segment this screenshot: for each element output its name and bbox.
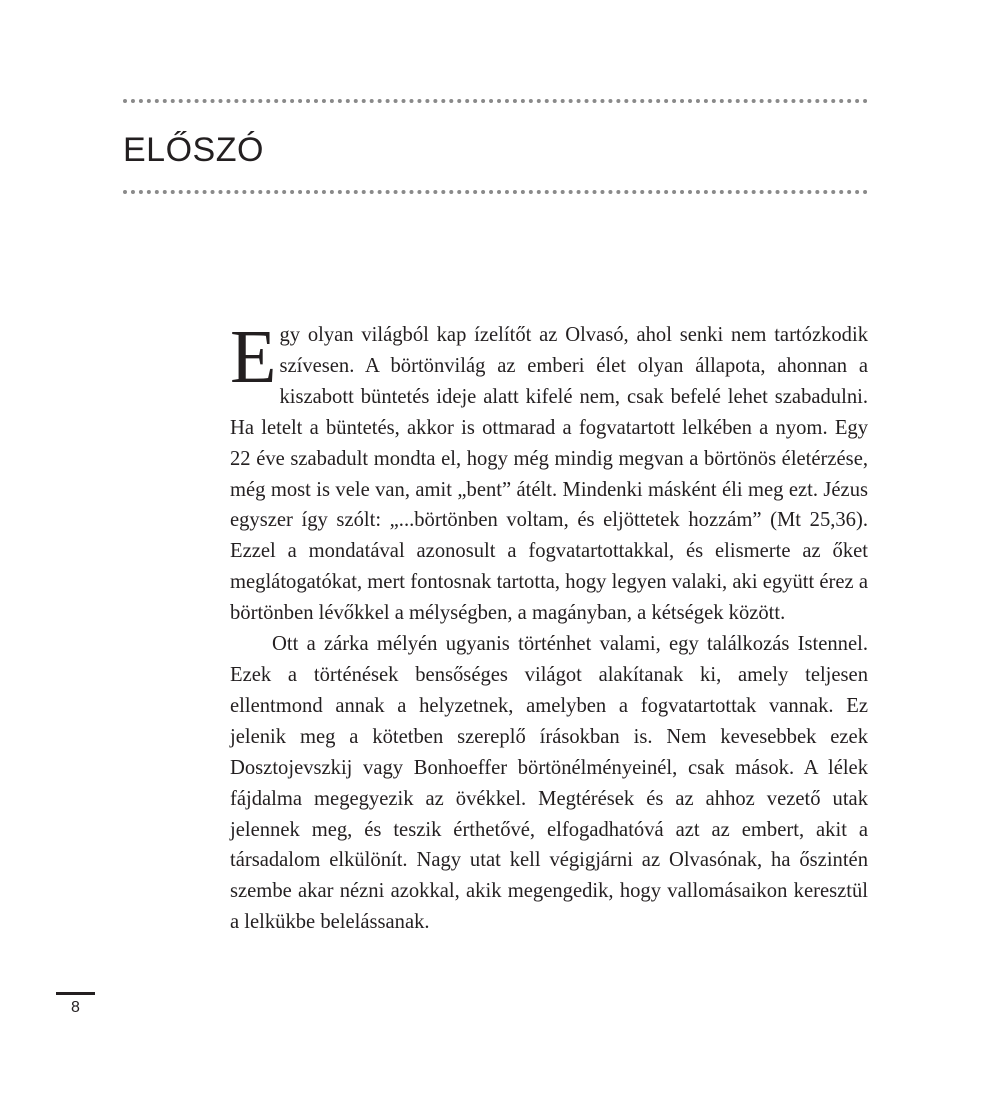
page-number: 8 — [71, 999, 80, 1016]
paragraph-2: Ott a zárka mélyén ugyanis történhet valami, egy találkozás Istennel. Ezek a történések bensőséges világot alakítanak ki, amely teljesen ellentmond annak a helyzetnek, amelyben a fogvatartottak vannak. Ez jelenik meg a kötetben szereplő írásokban is. Nem kevesebbek ezek Dosztojevszkij vagy Bonhoeffer börtönélményeinél, csak mások. A lélek fájdalma megegyezik az övékkel. Megtérések és az ahhoz vezető utak jelennek meg, és teszik érthetővé, elfogadhatóvá azt az embert, akit a társadalom elkülönít. Nagy utat kell végigjárni az Olvasónak, ha őszintén szembe akar nézni azokkal, akik megengedik, hogy vallomásaikon keresztül a lelkükbe belelássanak. — [230, 633, 868, 934]
body-text — [230, 315, 868, 938]
drop-cap: E — [230, 315, 277, 399]
page-number-rule — [56, 992, 95, 995]
paragraph-1 — [230, 315, 868, 629]
paragraph-1-text: gy olyan világból kap ízelítőt az Olvasó, ahol senki nem tartózkodik szívesen. A börtönvilág az emberi élet olyan állapota, ahonnan a kiszabott büntetés ideje alatt kifelé nem, csak befelé lehet szabadulni. Ha letelt a büntetés, akkor is ottmarad a fogvatartott lelkében a nyom. Egy 22 éve szabadult mondta el, hogy még mindig megvan a börtönös életérzése, még most is vele van, amit „bent” átélt. Mindenki másként éli meg ezt. Jézus egyszer így szólt: „...börtönben voltam, és eljöttetek hozzám” (Mt 25,36). Ezzel a mondatával azonosult a fogvatartottakkal, és elismerte az őket meglátogatókat, mert fontosnak tartotta, hogy legyen valaki, aki együtt érez a börtönben lévőkkel a mélységben, a magányban, a kétségek között. — [230, 324, 868, 625]
heading-top-dotted-rule — [123, 99, 868, 103]
chapter-heading: ELŐSZÓ — [123, 131, 264, 169]
heading-bottom-dotted-rule — [123, 190, 868, 194]
